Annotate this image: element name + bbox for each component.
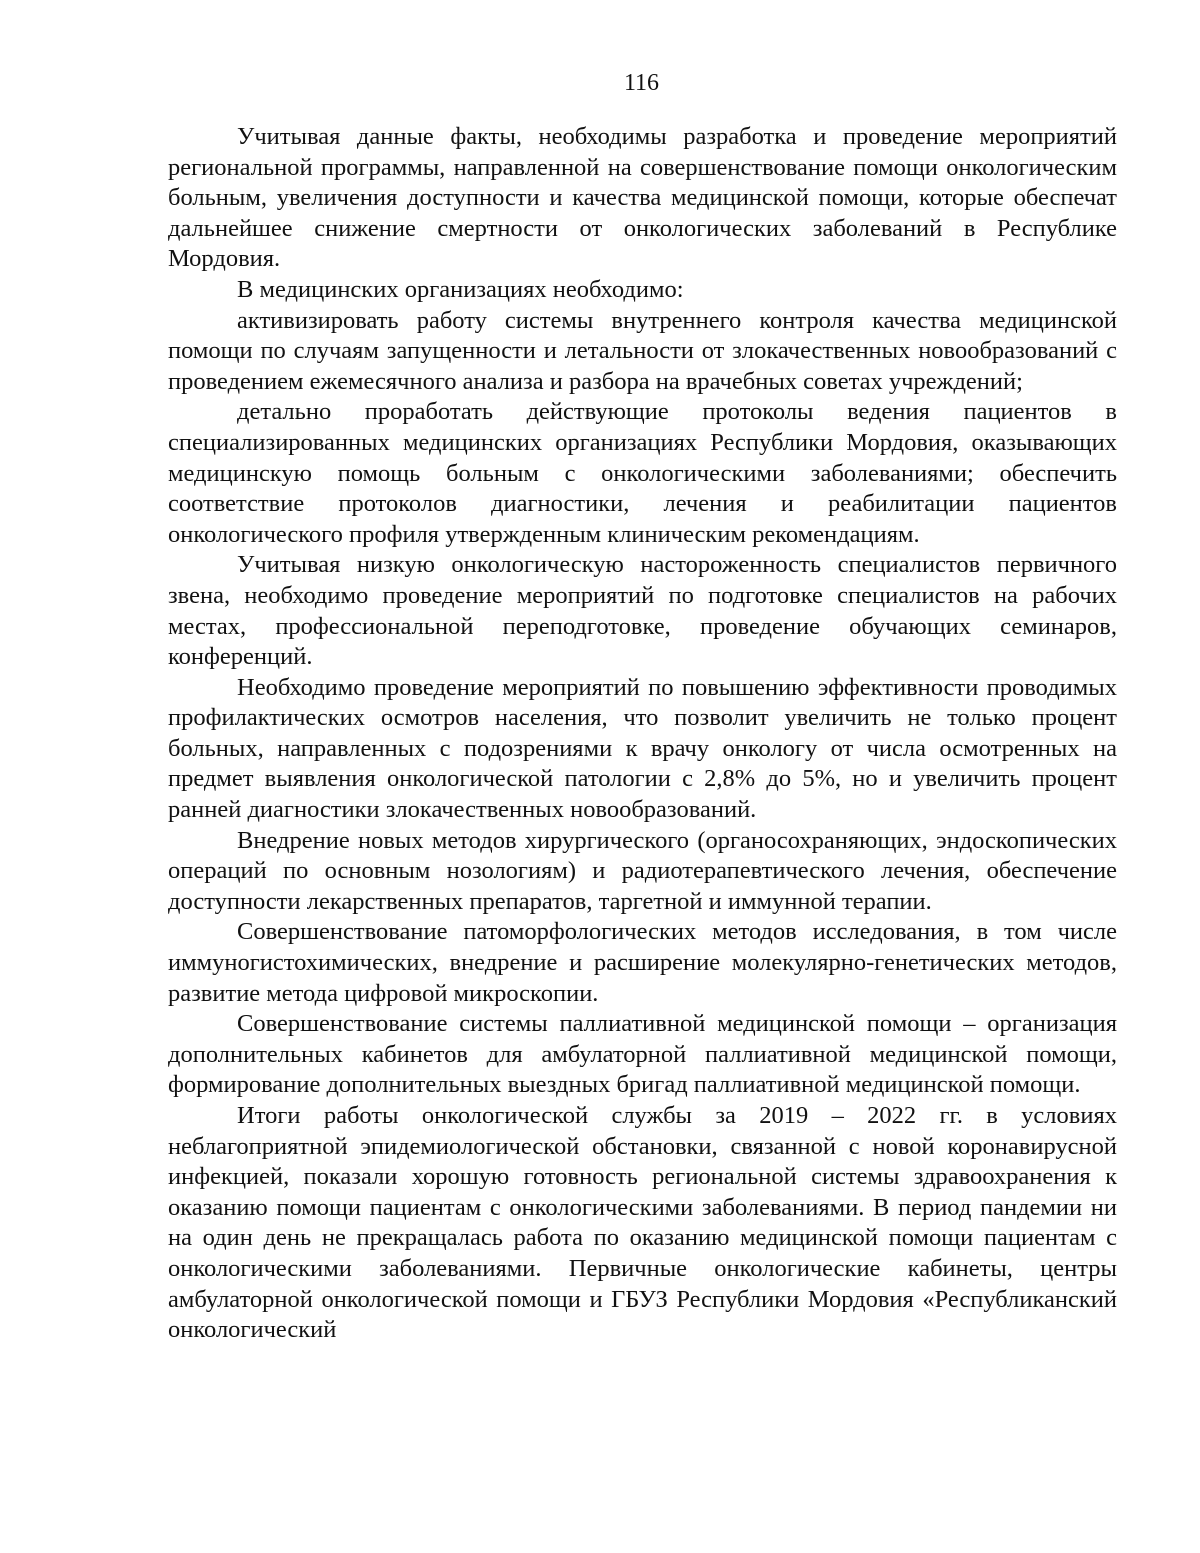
page-number: 116	[623, 70, 660, 96]
paragraph-new-treatment-methods: Внедрение новых методов хирургического (органосохраняющих, эндоскопических операций по основным нозологиям) и радиотерапевтического лечения, обеспечение доступности лекарственных препаратов, таргетной и иммунной терапии.	[168, 826, 1117, 915]
paragraph-palliative-care: Совершенствование системы паллиативной медицинской помощи – организация дополнительных кабинетов для амбулаторной паллиативной медицинской помощи, формирование дополнительных выездных бригад паллиативной медицинской помощи.	[168, 1010, 1117, 1099]
paragraph-quality-control: активизировать работу системы внутреннего контроля качества медицинской помощи по случаям запущенности и летальности от злокачественных новообразований с проведением ежемесячного анализа и разбора на врачебных советах учреждений;	[168, 306, 1117, 395]
paragraph-specialist-training: Учитывая низкую онкологическую настороженность специалистов первичного звена, необходимо проведение мероприятий по подготовке специалистов на рабочих местах, профессиональной переподготовке, проведение обучающих семинаров, конференций.	[168, 551, 1117, 671]
paragraph-preventive-examinations: Необходимо проведение мероприятий по повышению эффективности проводимых профилактических осмотров населения, что позволит увеличить не только процент больных, направленных с подозрениями к врачу онкологу от числа осмотренных на предмет выявления онкологической патологии с 2,8% до 5%, но и увеличить процент ранней диагностики злокачественных новообразований.	[168, 673, 1117, 824]
paragraph-treatment-protocols: детально проработать действующие протоколы ведения пациентов в специализированных медицинских организациях Республики Мордовия, оказывающих медицинскую помощь больным с онкологическими заболеваниями; обеспечить соответствие протоколов диагностики, лечения и реабилитации пациентов онкологического профиля утвержденным клиническим рекомендациям.	[168, 398, 1117, 548]
document-body	[168, 122, 1117, 1346]
paragraph-pandemic-results: Итоги работы онкологической службы за 2019 – 2022 гг. в условиях неблагоприятной эпидемиологической обстановки, связанной с новой коронавирусной инфекцией, показали хорошую готовность региональной системы здравоохранения к оказанию помощи пациентам с онкологическими заболеваниями. В период пандемии ни на один день не прекращалась работа по оказанию медицинской помощи пациентам с онкологическими заболеваниями. Первичные онкологические кабинеты, центры амбулаторной онкологической помощи и ГБУЗ Республики Мордовия «Республиканский онкологический	[168, 1102, 1117, 1344]
paragraph-medical-organizations-intro: В медицинских организациях необходимо:	[237, 275, 684, 303]
paragraph-conclusion-program: Учитывая данные факты, необходимы разработка и проведение мероприятий региональной программы, направленной на совершенствование помощи онкологическим больным, увеличения доступности и качества медицинской помощи, которые обеспечат дальнейшее снижение смертности от онкологических заболеваний в Республике Мордовия.	[168, 123, 1117, 273]
paragraph-pathomorphology: Совершенствование патоморфологических методов исследования, в том числе иммуногистохимических, внедрение и расширение молекулярно-генетических методов, развитие метода цифровой микроскопии.	[168, 918, 1117, 1007]
